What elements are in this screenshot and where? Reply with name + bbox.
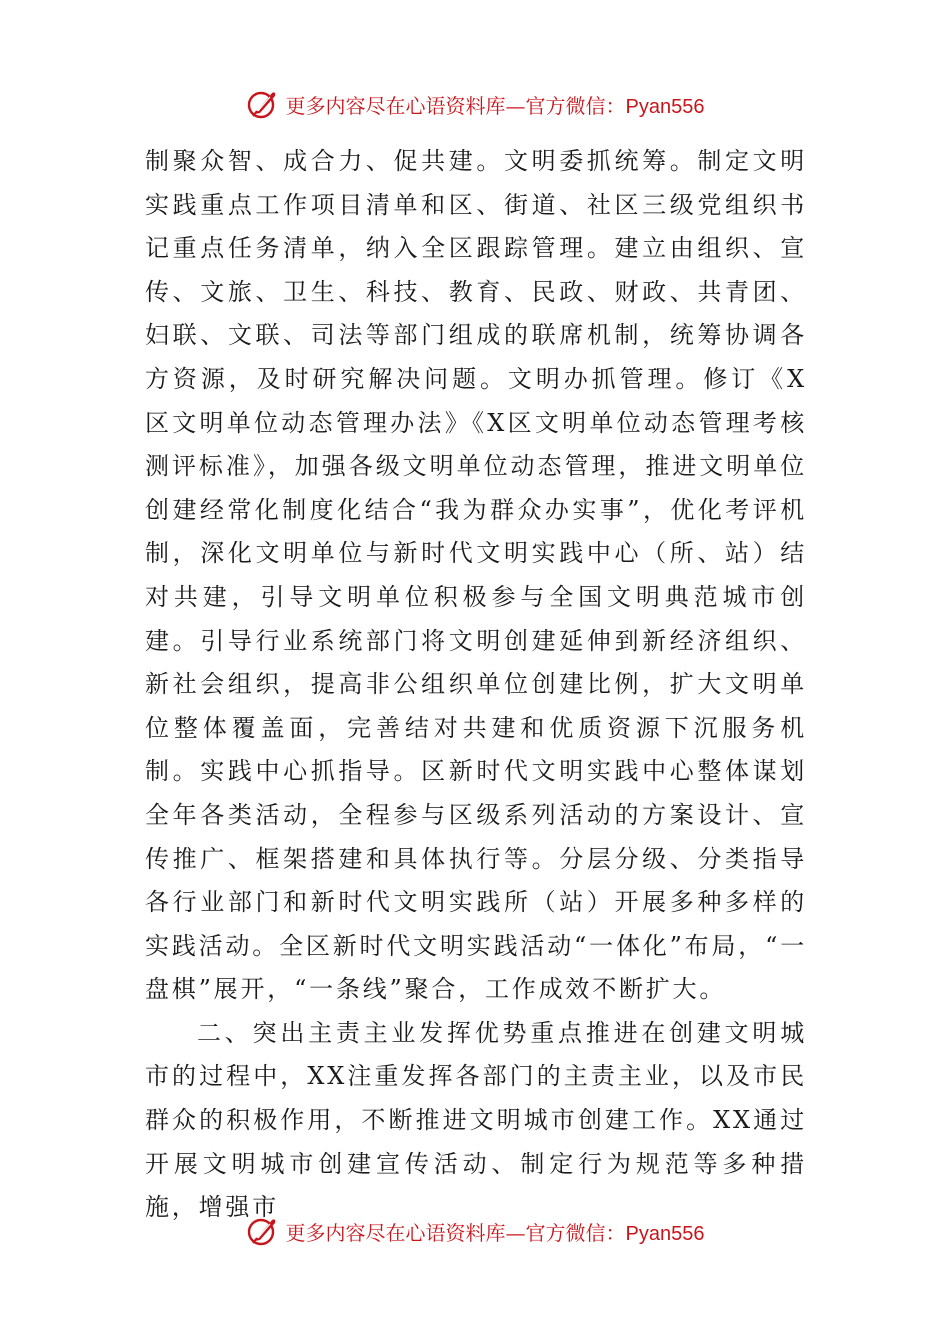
banner-title: 更多内容尽在心语资料库 — [285, 1220, 506, 1245]
banner-wechat-label: 官方微信： — [525, 93, 626, 118]
banner-separator: — — [505, 93, 526, 118]
header-banner — [0, 84, 950, 124]
banner-wechat-label: 官方微信： — [525, 1220, 626, 1245]
paragraph-1: 制聚众智、成合力、促共建。文明委抓统筹。制定文明实践重点工作项目清单和区、街道、社区三级党组织书记重点任务清单，纳入全区跟踪管理。建立由组织、宣传、文旅、卫生、科技、教育、民政、财政、共青团、妇联、文联、司法等部门组成的联席机制，统筹协调各方资源，及时研究解决问题。文明办抓管理。修订《X区文明单位动态管理办法》《X区文明单位动态管理考核测评标准》，加强各级文明单位动态管理，推进文明单位创建经常化制度化结合“我为群众办实事”，优化考评机制，深化文明单位与新时代文明实践中心（所、站）结对共建，引导文明单位积极参与全国文明典范城市创建。引导行业系统部门将文明创建延伸到新经济组织、新社会组织，提高非公组织单位创建比例，扩大文明单位整体覆盖面，完善结对共建和优质资源下沉服务机制。实践中心抓指导。区新时代文明实践中心整体谋划全年各类活动，全程参与区级系列活动的方案设计、宣传推广、框架搭建和具体执行等。分层分级、分类指导各行业部门和新时代文明实践所（站）开展多种多样的实践活动。全区新时代文明实践活动“一体化”布局，“一盘棋”展开，“一条线”聚合，工作成效不断扩大。 — [145, 147, 807, 1004]
banner-title: 更多内容尽在心语资料库 — [285, 93, 506, 118]
quill-pen-logo-icon — [246, 1214, 280, 1248]
banner-wechat-id: Pyan556 — [625, 95, 705, 118]
quill-pen-logo-icon — [246, 87, 280, 121]
banner-text — [286, 1217, 705, 1246]
banner-text — [286, 90, 705, 119]
banner-wechat-id: Pyan556 — [625, 1222, 705, 1245]
document-body — [145, 140, 807, 1230]
footer-banner — [0, 1211, 950, 1251]
paragraph-2: 二、突出主责主业发挥优势重点推进在创建文明城市的过程中，XX注重发挥各部门的主责主业，以及市民群众的积极作用，不断推进文明城市创建工作。XX通过开展文明城市创建宣传活动、制定行为规范等多种措施，增强市 — [145, 1018, 807, 1222]
banner-separator: — — [505, 1220, 526, 1245]
